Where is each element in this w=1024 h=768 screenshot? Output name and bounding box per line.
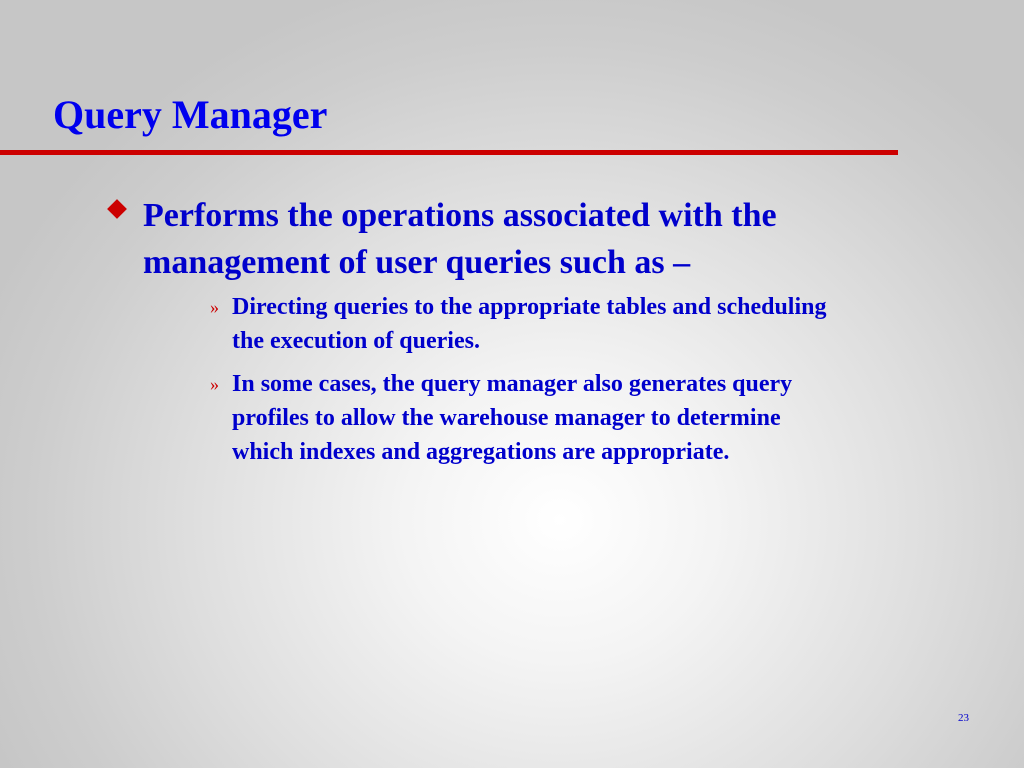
main-bullet — [108, 192, 888, 286]
main-bullet-text: Performs the operations associated with the management of user queries such as – — [143, 197, 777, 281]
sub-bullet — [210, 367, 830, 469]
sub-bullet — [210, 290, 830, 358]
sub-bullet-text: Directing queries to the appropriate tables and scheduling the execution of queries. — [232, 294, 827, 354]
slide-title: Query Manager — [53, 92, 328, 137]
page-number: 23 — [958, 712, 969, 724]
raquo-bullet-icon: » — [210, 374, 219, 394]
raquo-bullet-icon: » — [210, 297, 219, 317]
sub-bullet-text: In some cases, the query manager also generates query profiles to allow the warehouse manager to determine which indexes and aggregations are appropriate. — [232, 371, 793, 465]
title-divider — [0, 150, 898, 155]
diamond-bullet-icon — [107, 199, 127, 219]
